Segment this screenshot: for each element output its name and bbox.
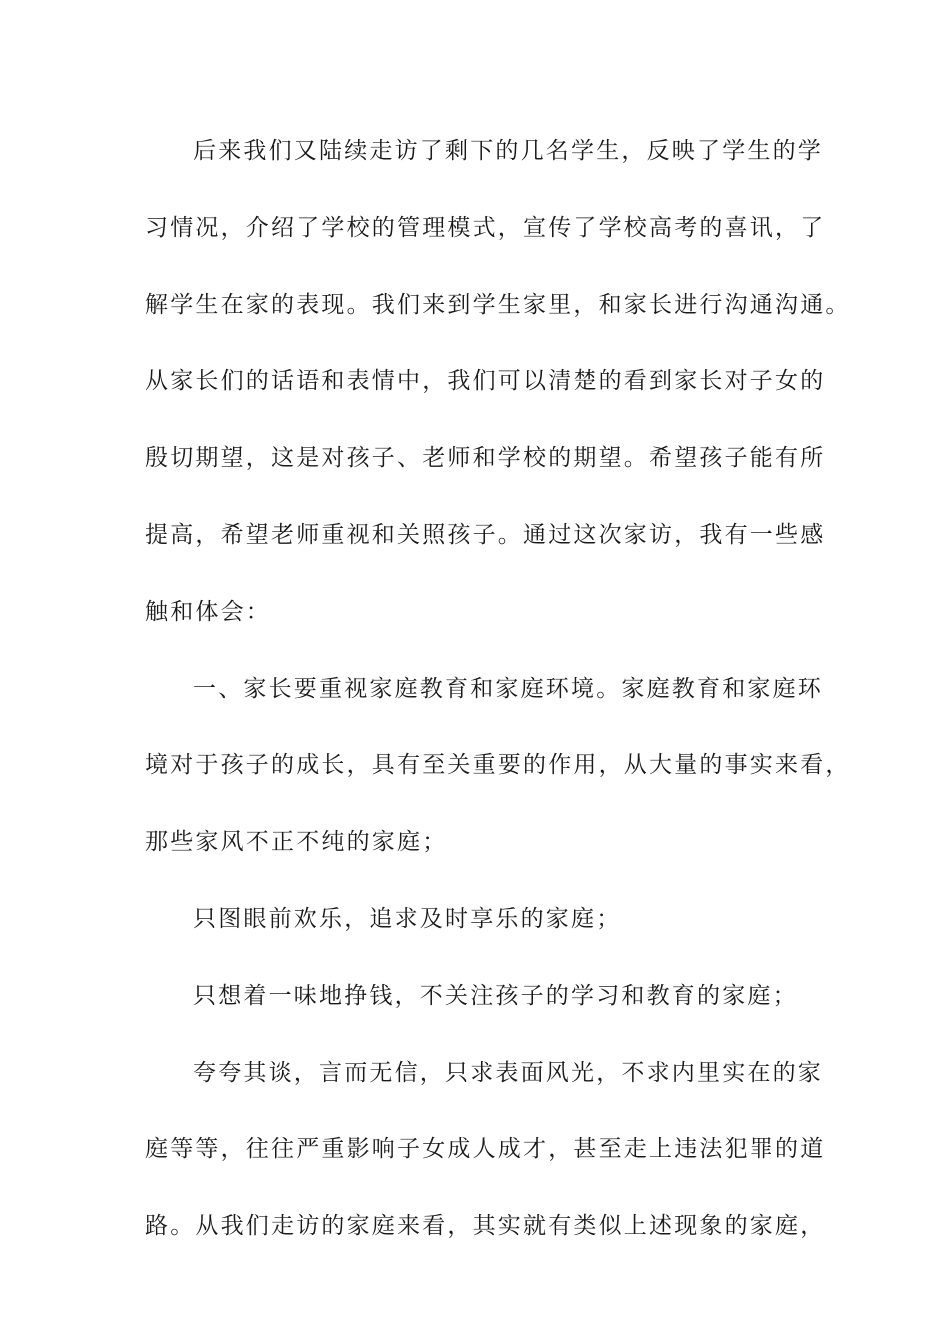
paragraph-line: 境对于孩子的成长，具有至关重要的作用，从大量的事实来看， bbox=[145, 752, 851, 779]
paragraph-line: 庭等等，往往严重影响子女成人成才，甚至走上违法犯罪的道 bbox=[145, 1136, 826, 1163]
paragraph-line: 夸夸其谈，言而无信，只求表面风光，不求内里实在的家 bbox=[193, 1059, 823, 1086]
paragraph-line: 解学生在家的表现。我们来到学生家里，和家长进行沟通沟通。 bbox=[145, 291, 851, 318]
paragraph-line: 触和体会： bbox=[145, 598, 271, 625]
paragraph-line: 后来我们又陆续走访了剩下的几名学生，反映了学生的学 bbox=[193, 138, 823, 164]
paragraph-line: 那些家风不正不纯的家庭； bbox=[145, 829, 448, 856]
paragraph-line: 路。从我们走访的家庭来看，其实就有类似上述现象的家庭， bbox=[145, 1213, 826, 1240]
paragraph-line: 只图眼前欢乐，追求及时享乐的家庭； bbox=[193, 905, 622, 932]
paragraph-line: 一、家长要重视家庭教育和家庭环境。家庭教育和家庭环 bbox=[193, 675, 823, 702]
paragraph-line: 提高，希望老师重视和关照孩子。通过这次家访，我有一些感 bbox=[145, 521, 826, 548]
paragraph-line: 殷切期望，这是对孩子、老师和学校的期望。希望孩子能有所 bbox=[145, 445, 826, 472]
paragraph-line: 从家长们的话语和表情中，我们可以清楚的看到家长对子女的 bbox=[145, 368, 826, 395]
paragraph-line: 习情况，介绍了学校的管理模式，宣传了学校高考的喜讯，了 bbox=[145, 214, 826, 241]
paragraph-line: 只想着一味地挣钱，不关注孩子的学习和教育的家庭； bbox=[193, 982, 798, 1009]
document-body bbox=[145, 128, 851, 1280]
